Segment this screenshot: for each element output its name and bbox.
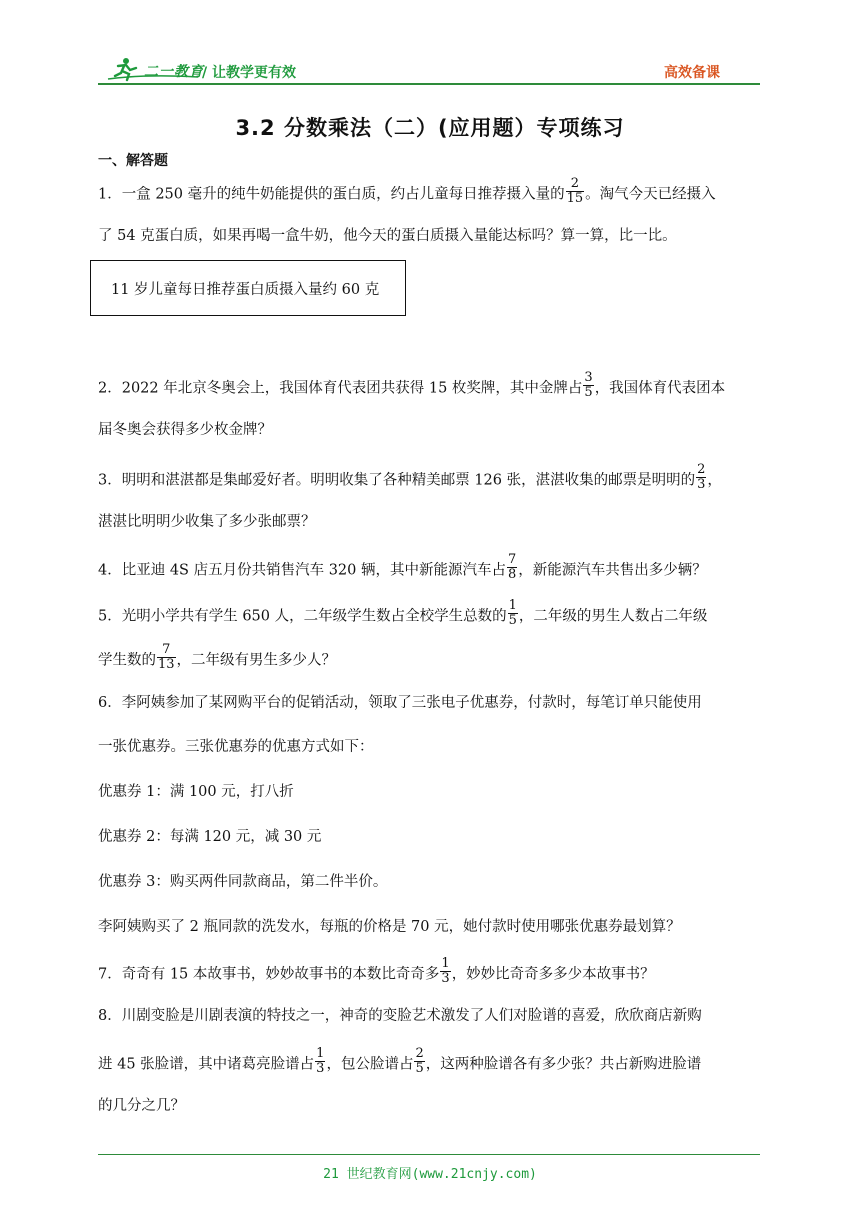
q8-text-c: ，包公脸谱占 xyxy=(326,1056,414,1073)
q3-fraction: $\frac{2}{3}$ xyxy=(697,462,706,492)
info-box xyxy=(90,260,406,316)
q8-fraction-1: $\frac{1}{3}$ xyxy=(316,1046,325,1076)
coupon-2: 优惠券 2：每满 120 元，减 30 元 xyxy=(98,829,322,845)
q5-text-b: ，二年级的男生人数占二年级 xyxy=(518,608,708,625)
q2-text-a: 2．2022 年北京冬奥会上，我国体育代表团共获得 15 枚奖牌，其中金牌占 xyxy=(98,380,583,397)
q8-text-d: ，这两种脸谱各有多少张？共占新购进脸谱 xyxy=(425,1056,702,1073)
question-5-line-2 xyxy=(98,642,337,675)
q2-text-b: ，我国体育代表团本 xyxy=(594,380,726,397)
q7-fraction: $\frac{1}{3}$ xyxy=(441,956,450,986)
q3-text-b: ， xyxy=(707,472,722,489)
question-6-line-2: 一张优惠券。三张优惠券的优惠方式如下： xyxy=(98,739,374,755)
brand-slogan: / 让教学更有效 xyxy=(202,65,296,81)
q7-text-b: ，妙妙比奇奇多多少本故事书？ xyxy=(451,966,655,983)
question-7 xyxy=(98,956,655,989)
q5-text-a: 5．光明小学共有学生 650 人，二年级学生数占全校学生总数的 xyxy=(98,608,507,625)
q5-fraction-2: $\frac{7}{13}$ xyxy=(158,642,175,672)
question-8-line-3: 的几分之几？ xyxy=(98,1098,185,1114)
q5-fraction-1: $\frac{1}{5}$ xyxy=(508,598,517,628)
info-box-text: 11 岁儿童每日推荐蛋白质摄入量约 60 克 xyxy=(111,282,380,298)
question-6-line-3: 李阿姨购买了 2 瓶同款的洗发水，每瓶的价格是 70 元，她付款时使用哪张优惠券最划算？ xyxy=(98,919,681,935)
q5-text-d: ，二年级有男生多少人？ xyxy=(176,652,337,669)
brand-name: 二一教育 xyxy=(144,64,204,80)
q7-text-a: 7．奇奇有 15 本故事书，妙妙故事书的本数比奇奇多 xyxy=(98,966,440,983)
question-4 xyxy=(98,552,707,585)
question-6-line-1: 6．李阿姨参加了某网购平台的促销活动，领取了三张电子优惠券，付款时，每笔订单只能使用 xyxy=(98,695,702,711)
page-header xyxy=(98,48,760,84)
footer-divider xyxy=(98,1154,760,1155)
q1-fraction: $\frac{2}{15}$ xyxy=(566,176,584,206)
question-2-line-1 xyxy=(98,370,726,403)
q4-text-a: 4．比亚迪 4S 店五月份共销售汽车 320 辆，其中新能源汽车占 xyxy=(98,562,506,579)
q3-text-a: 3．明明和湛湛都是集邮爱好者。明明收集了各种精美邮票 126 张，湛湛收集的邮票是明明的 xyxy=(98,472,696,489)
question-2-line-2: 届冬奥会获得多少枚金牌？ xyxy=(98,422,272,438)
q8-text-b: 进 45 张脸谱，其中诸葛亮脸谱占 xyxy=(98,1056,315,1073)
question-1-line-1 xyxy=(98,176,716,209)
q8-fraction-2: $\frac{2}{5}$ xyxy=(415,1046,424,1076)
q2-fraction: $\frac{3}{5}$ xyxy=(584,370,593,400)
question-3-line-1 xyxy=(98,462,722,495)
coupon-1: 优惠券 1：满 100 元，打八折 xyxy=(98,784,294,800)
footer-link[interactable]: 21 世纪教育网(www.21cnjy.com) xyxy=(323,1167,537,1182)
q5-text-c: 学生数的 xyxy=(98,652,156,669)
header-divider xyxy=(98,83,760,85)
question-5-line-1 xyxy=(98,598,708,631)
question-3-line-2: 湛湛比明明少收集了多少张邮票？ xyxy=(98,514,316,530)
section-heading: 一、解答题 xyxy=(98,153,168,169)
question-1-line-2: 了 54 克蛋白质，如果再喝一盒牛奶，他今天的蛋白质摄入量能达标吗？算一算，比一比。 xyxy=(98,228,677,244)
question-8-line-1: 8．川剧变脸是川剧表演的特技之一，神奇的变脸艺术激发了人们对脸谱的喜爱，欣欣商店新购 xyxy=(98,1008,702,1024)
question-8-line-2 xyxy=(98,1046,702,1079)
coupon-3: 优惠券 3：购买两件同款商品，第二件半价。 xyxy=(98,874,388,890)
q4-fraction: $\frac{7}{8}$ xyxy=(508,552,517,582)
q1-text-a: 1．一盒 250 毫升的纯牛奶能提供的蛋白质，约占儿童每日推荐摄入量的 xyxy=(98,186,565,203)
q1-text-b: 。淘气今天已经摄入 xyxy=(585,186,716,203)
page-title: 3.2 分数乘法（二）(应用题）专项练习 xyxy=(235,116,625,140)
header-tagline: 高效备课 xyxy=(664,65,720,81)
q4-text-b: ，新能源汽车共售出多少辆？ xyxy=(518,562,707,579)
